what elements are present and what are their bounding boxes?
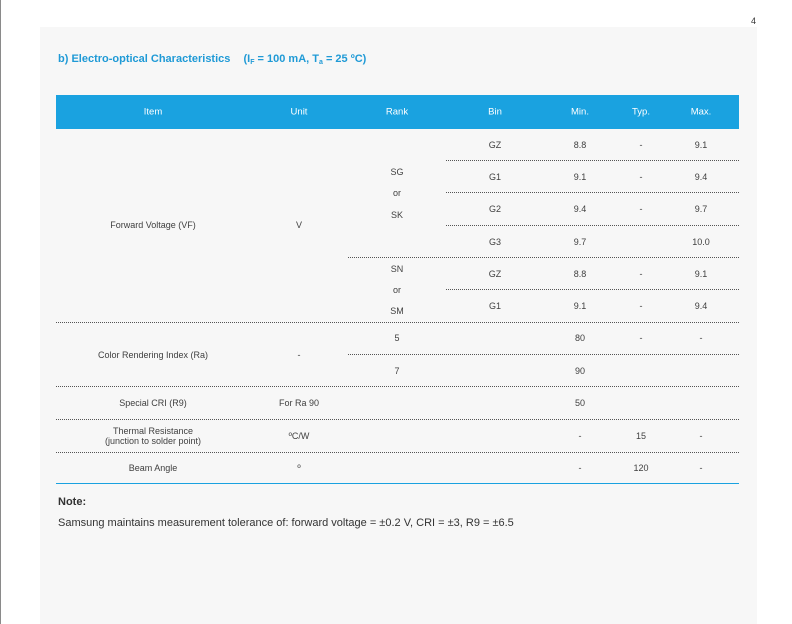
bin-cell: G1 (488, 172, 502, 182)
beam-angle-item: Beam Angle (128, 463, 178, 473)
table-bottom-rule (56, 483, 739, 484)
max-cell: - (699, 431, 703, 441)
note-label: Note: (58, 496, 87, 508)
rank-cell: 5 (394, 333, 400, 343)
bin-cell: GZ (488, 269, 502, 279)
rank-label: SK (390, 210, 404, 220)
section-title (58, 53, 366, 66)
max-cell: - (699, 463, 703, 473)
forward-voltage-item: Forward Voltage (VF) (110, 220, 196, 230)
special-cri-item: Special CRI (R9) (119, 398, 187, 408)
rank-label: SM (390, 306, 404, 316)
max-cell: 10.0 (692, 237, 710, 247)
cri-unit: - (297, 350, 301, 360)
row-divider (56, 452, 739, 453)
rank-label: or (392, 285, 402, 295)
bin-cell: G2 (488, 204, 502, 214)
header-rank: Rank (385, 106, 409, 118)
rank-label: SG (390, 167, 404, 177)
note-text: Samsung maintains measurement tolerance of: forward voltage = ±0.2 V, CRI = ±3, R9 = ±6.5 (58, 517, 514, 529)
thermal-item: Thermal Resistance (junction to solder point) (104, 426, 202, 446)
typ-cell: 120 (633, 463, 649, 473)
rank-cell: 7 (394, 366, 400, 376)
max-cell: 9.4 (694, 172, 708, 182)
bin-cell: G3 (488, 237, 502, 247)
bin-cell: G1 (488, 301, 502, 311)
page-number: 4 (751, 16, 757, 26)
row-divider (446, 160, 739, 161)
min-cell: 9.1 (573, 172, 587, 182)
max-cell: - (699, 333, 703, 343)
special-cri-unit: For Ra 90 (278, 398, 320, 408)
row-divider (446, 192, 739, 193)
typ-cell: - (639, 333, 643, 343)
row-divider (446, 289, 739, 290)
thermal-unit: ºC/W (288, 431, 310, 441)
min-cell: 8.8 (573, 140, 587, 150)
max-cell: 9.7 (694, 204, 708, 214)
min-cell: 9.1 (573, 301, 587, 311)
row-divider (446, 225, 739, 226)
header-bin: Bin (488, 106, 502, 118)
min-cell: - (578, 431, 582, 441)
row-divider (56, 386, 739, 387)
header-max: Max. (690, 106, 712, 118)
forward-voltage-unit: V (295, 220, 303, 230)
header-unit: Unit (290, 106, 308, 118)
row-divider (56, 322, 739, 323)
page-left-border (0, 0, 1, 624)
typ-cell: - (639, 269, 643, 279)
header-min: Min. (571, 106, 589, 118)
header-typ: Typ. (632, 106, 650, 118)
cri-item: Color Rendering Index (Ra) (97, 350, 209, 360)
typ-cell: - (639, 204, 643, 214)
header-item: Item (143, 106, 163, 118)
rank-label: or (392, 188, 402, 198)
test-condition: ($I_F = 100$ mA, $T_a = 25$ ºC) (243, 53, 367, 66)
rank-label: SN (390, 264, 404, 274)
max-cell: 9.1 (694, 269, 708, 279)
min-cell: 9.7 (573, 237, 587, 247)
bin-cell: GZ (488, 140, 502, 150)
min-cell: 9.4 (573, 204, 587, 214)
section-title-text: b) Electro-optical Characteristics (58, 53, 231, 65)
min-cell: 80 (574, 333, 586, 343)
min-cell: 8.8 (573, 269, 587, 279)
typ-cell: 15 (635, 431, 647, 441)
row-divider (56, 419, 739, 420)
typ-cell: - (639, 301, 643, 311)
min-cell: - (578, 463, 582, 473)
max-cell: 9.1 (694, 140, 708, 150)
min-cell: 90 (574, 366, 586, 376)
max-cell: 9.4 (694, 301, 708, 311)
min-cell: 50 (574, 398, 586, 408)
typ-cell: - (639, 172, 643, 182)
row-divider (348, 354, 739, 355)
row-divider (348, 257, 739, 258)
beam-angle-unit: º (297, 463, 301, 473)
typ-cell: - (639, 140, 643, 150)
